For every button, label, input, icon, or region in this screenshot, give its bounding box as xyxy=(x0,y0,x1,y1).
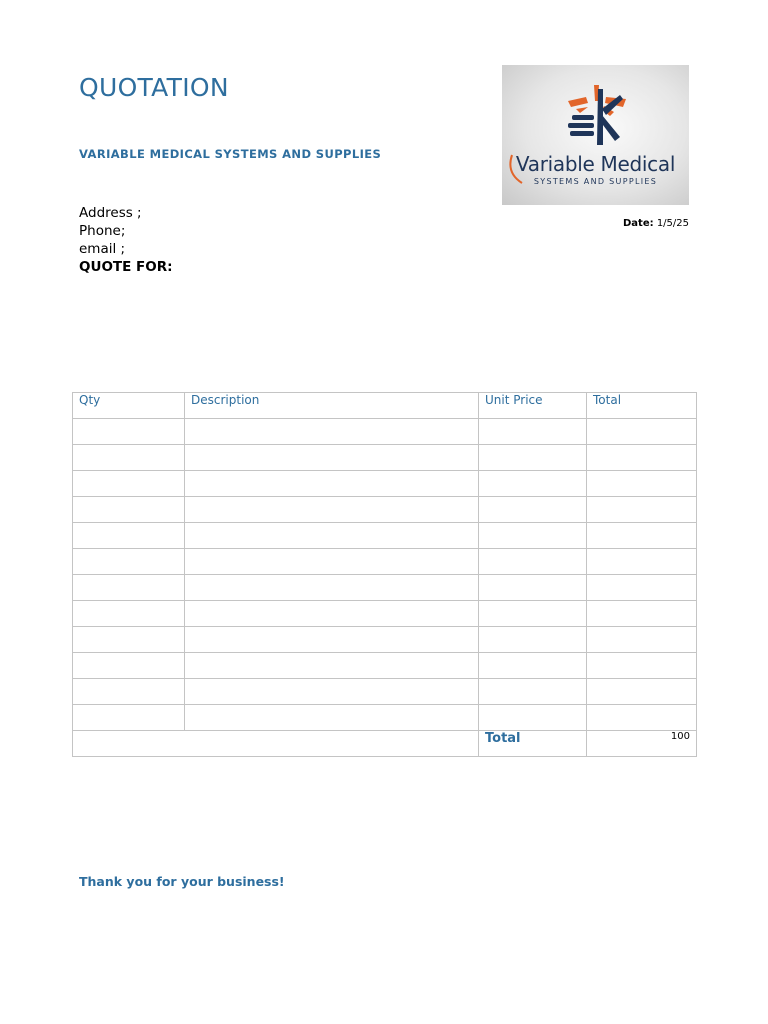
cell-unit-price xyxy=(479,679,587,705)
cell-total xyxy=(587,497,697,523)
cell-total xyxy=(587,601,697,627)
cell-unit-price xyxy=(479,445,587,471)
table-row xyxy=(73,549,697,575)
date-line xyxy=(623,218,689,229)
cell-total xyxy=(587,523,697,549)
cell-qty xyxy=(73,575,185,601)
cell-unit-price xyxy=(479,705,587,731)
cell-unit-price xyxy=(479,601,587,627)
cell-qty xyxy=(73,601,185,627)
cell-unit-price xyxy=(479,497,587,523)
table-row xyxy=(73,705,697,731)
company-name: VARIABLE MEDICAL SYSTEMS AND SUPPLIES xyxy=(79,147,382,161)
logo-sub-text: SYSTEMS AND SUPPLIES xyxy=(533,177,658,186)
cell-total xyxy=(587,705,697,731)
cell-description xyxy=(185,627,479,653)
cell-unit-price xyxy=(479,627,587,653)
cell-total xyxy=(587,419,697,445)
cell-total xyxy=(587,549,697,575)
total-label: Total xyxy=(479,731,587,757)
cell-unit-price xyxy=(479,653,587,679)
cell-description xyxy=(185,575,479,601)
total-value: 100 xyxy=(587,731,697,757)
table-row xyxy=(73,653,697,679)
cell-qty xyxy=(73,471,185,497)
table-row xyxy=(73,419,697,445)
cell-total xyxy=(587,445,697,471)
total-row xyxy=(73,731,697,757)
logo-brand-text: Variable Medical xyxy=(515,152,676,176)
header-description: Description xyxy=(185,393,479,419)
cell-total xyxy=(587,653,697,679)
cell-qty xyxy=(73,679,185,705)
cell-description xyxy=(185,445,479,471)
header-unit-price: Unit Price xyxy=(479,393,587,419)
table-row xyxy=(73,523,697,549)
company-logo xyxy=(502,65,689,205)
cell-description xyxy=(185,497,479,523)
cell-qty xyxy=(73,705,185,731)
cell-qty xyxy=(73,445,185,471)
cell-description xyxy=(185,679,479,705)
table-row xyxy=(73,575,697,601)
cell-description xyxy=(185,471,479,497)
items-body xyxy=(73,419,697,731)
cell-unit-price xyxy=(479,419,587,445)
date-value: 1/5/25 xyxy=(656,218,689,229)
table-row xyxy=(73,601,697,627)
cell-unit-price xyxy=(479,471,587,497)
table-row xyxy=(73,471,697,497)
cell-qty xyxy=(73,523,185,549)
document-title: QUOTATION xyxy=(79,73,229,102)
table-row xyxy=(73,627,697,653)
cell-description xyxy=(185,653,479,679)
address-label: Address ; xyxy=(79,205,142,221)
cell-total xyxy=(587,627,697,653)
date-label: Date: xyxy=(623,218,654,229)
table-row xyxy=(73,445,697,471)
cell-total xyxy=(587,679,697,705)
cell-unit-price xyxy=(479,575,587,601)
cell-qty xyxy=(73,497,185,523)
table-row xyxy=(73,497,697,523)
total-row-spacer xyxy=(73,731,479,757)
phone-label: Phone; xyxy=(79,223,126,239)
header-total: Total xyxy=(587,393,697,419)
cell-description xyxy=(185,523,479,549)
table-header-row xyxy=(73,393,697,419)
thank-you-message: Thank you for your business! xyxy=(79,874,285,889)
email-label: email ; xyxy=(79,241,126,257)
cell-total xyxy=(587,471,697,497)
items-table xyxy=(72,392,697,757)
cell-description xyxy=(185,705,479,731)
cell-qty xyxy=(73,549,185,575)
quote-for-label: QUOTE FOR: xyxy=(79,259,173,275)
cell-description xyxy=(185,549,479,575)
cell-description xyxy=(185,419,479,445)
cell-unit-price xyxy=(479,523,587,549)
contact-block xyxy=(79,204,173,276)
cell-qty xyxy=(73,627,185,653)
cell-unit-price xyxy=(479,549,587,575)
cell-total xyxy=(587,575,697,601)
table-row xyxy=(73,679,697,705)
cell-description xyxy=(185,601,479,627)
cell-qty xyxy=(73,419,185,445)
header-qty: Qty xyxy=(73,393,185,419)
cell-qty xyxy=(73,653,185,679)
